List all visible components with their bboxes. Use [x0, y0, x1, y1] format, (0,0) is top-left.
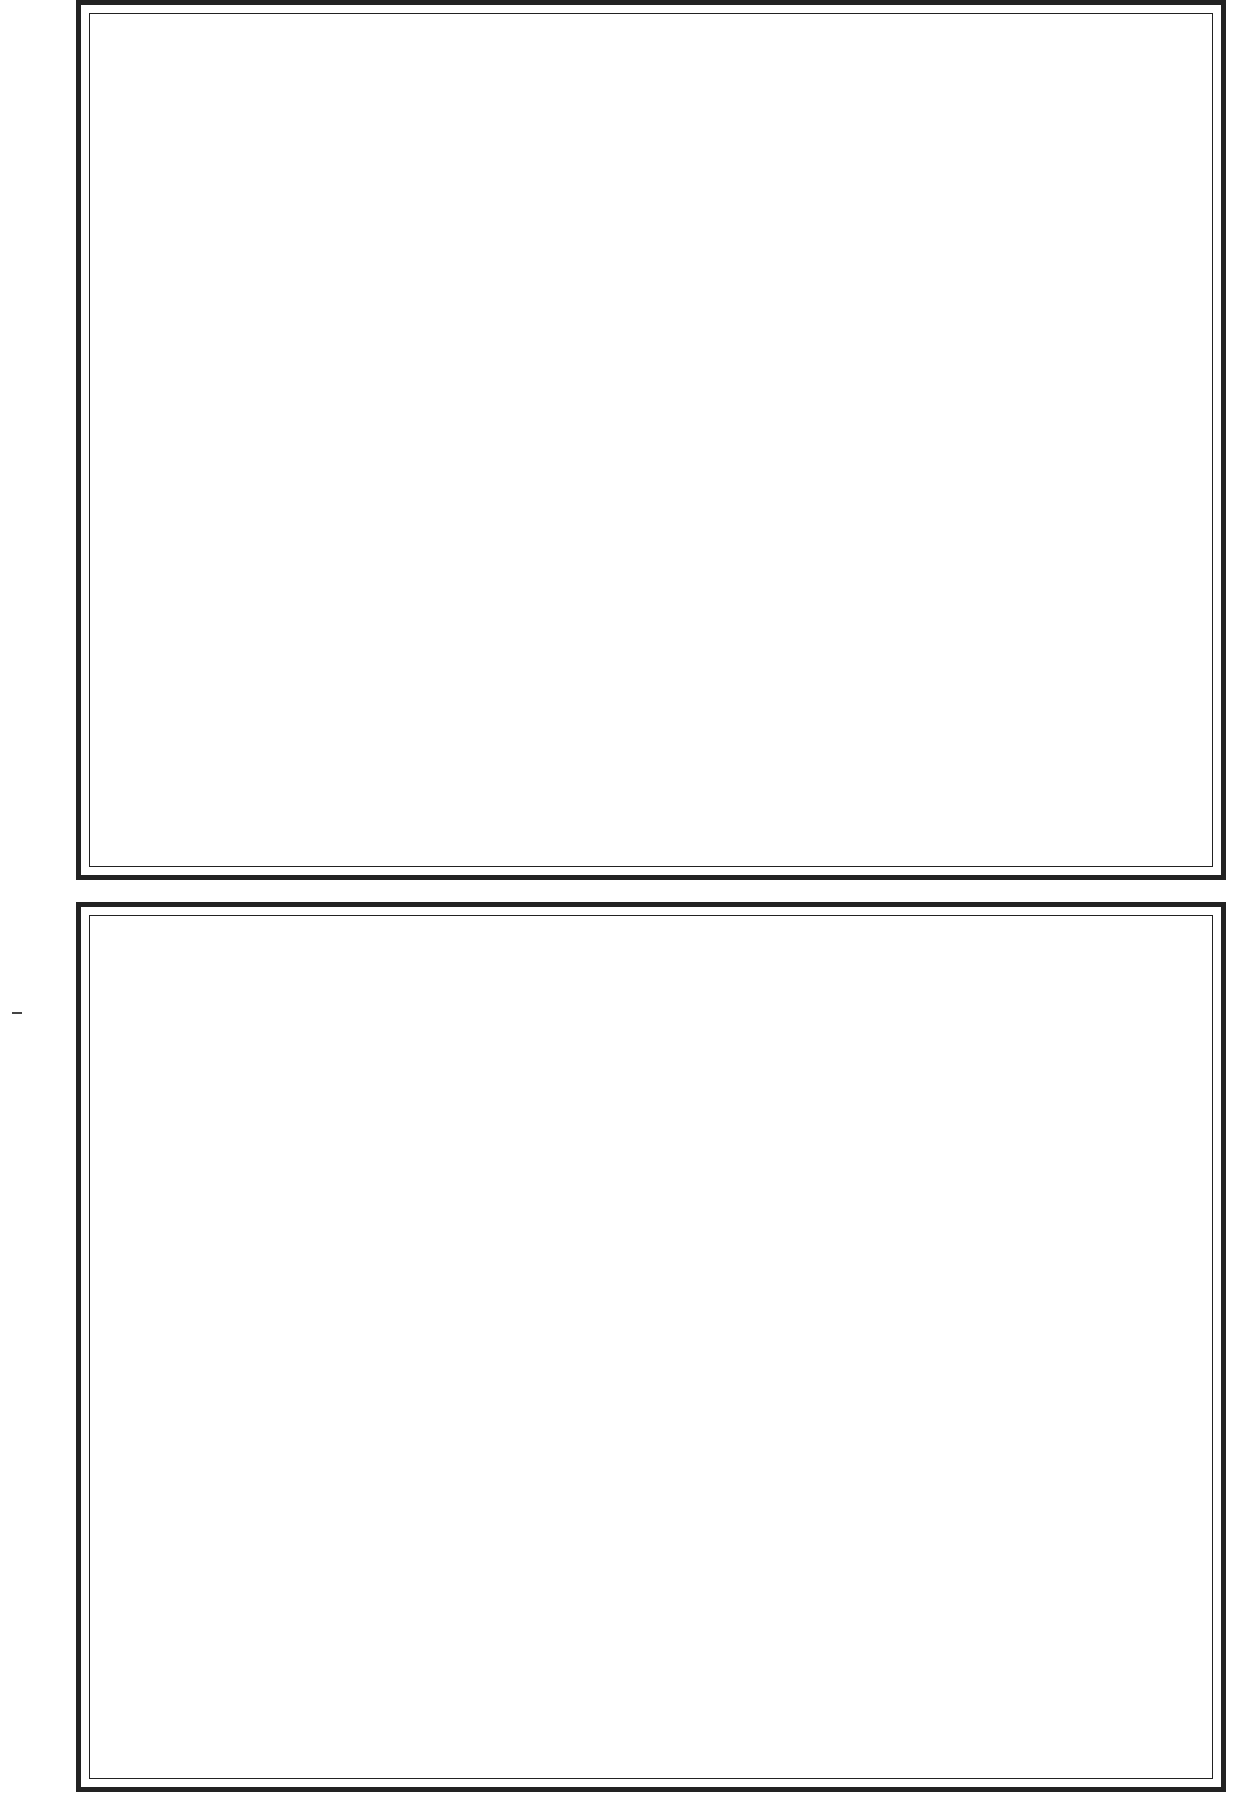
lower-page — [76, 902, 1226, 1792]
margin-mark — [12, 1012, 22, 1014]
upper-page-frame — [89, 13, 1213, 867]
upper-page — [76, 0, 1226, 880]
lower-page-frame — [89, 915, 1213, 1779]
